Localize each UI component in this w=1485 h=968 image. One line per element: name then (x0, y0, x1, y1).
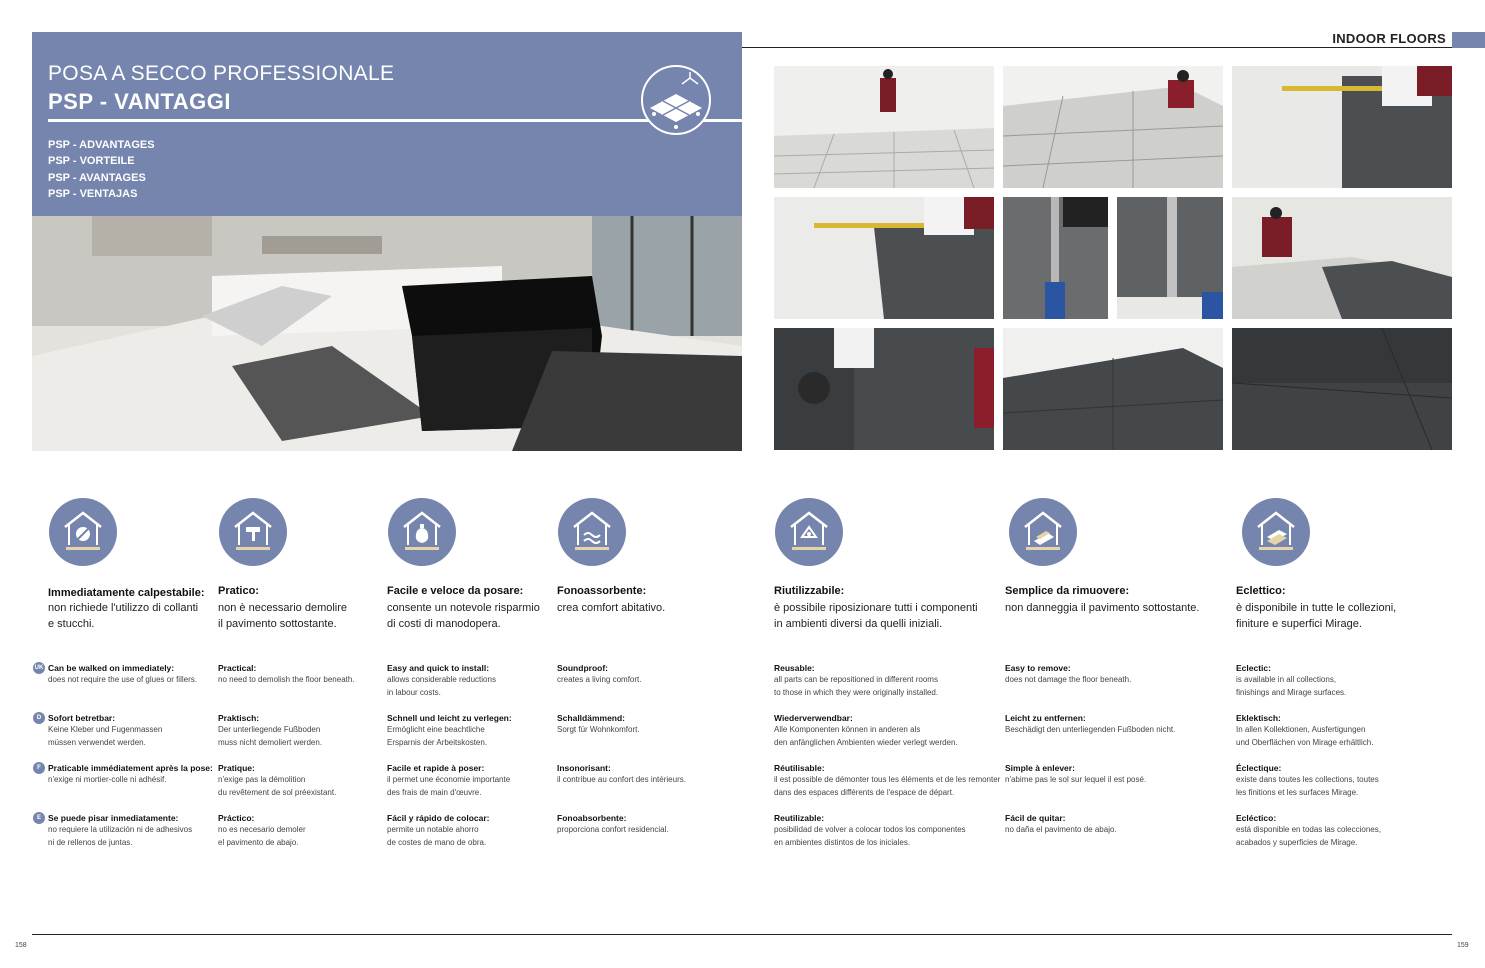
translation-title-e: Se puede pisar inmediatamente: (48, 813, 179, 823)
translation-title-e: Ecléctico: (1236, 813, 1277, 823)
footer-rule (32, 934, 1452, 935)
translation-title-e: Fonoabsorbente: (557, 813, 627, 823)
translation-desc-e: el pavimento de abajo. (218, 837, 299, 847)
feature-title: Riutilizzabile: (774, 585, 845, 597)
install-photo-4 (774, 197, 994, 319)
translation-desc-d: Ermöglicht eine beachtliche (387, 725, 485, 734)
translation-desc-e: de costes de mano de obra. (387, 837, 487, 847)
translation-desc-f: il permet une économie importante (387, 775, 511, 784)
title-banner (32, 32, 742, 216)
language-badge-f: F (33, 762, 45, 774)
page-title: POSA A SECCO PROFESSIONALE (48, 62, 395, 85)
showroom-photo (32, 216, 742, 451)
translation-desc-f: les finitions et les surfaces Mirage. (1236, 787, 1359, 797)
translation-title-e: Fácil y rápido de colocar: (387, 813, 490, 823)
soundproof-icon (557, 497, 627, 567)
translation-desc-e: en ambientes distintos de los iniciales. (774, 837, 911, 847)
install-photo-1 (774, 66, 994, 188)
translation-desc-f: des frais de main d'œuvre. (387, 787, 482, 797)
feature-desc-line: è disponibile in tutte le collezioni, (1236, 602, 1397, 614)
header-rule (742, 47, 1452, 48)
translation-desc-uk: creates a living comfort. (557, 675, 642, 684)
translation-title-d: Schalldämmend: (557, 713, 626, 723)
feature-title: Fonoassorbente: (557, 585, 647, 597)
feature-desc-line: e stucchi. (48, 618, 95, 630)
feature-title: Semplice da rimuovere: (1005, 585, 1130, 597)
translation-desc-d: muss nicht demoliert werden. (218, 737, 323, 747)
translation-desc-e: posibilidad de volver a colocar todos los componentes (774, 825, 966, 834)
subtitle-es: PSP - VENTAJAS (48, 188, 138, 200)
translation-desc-uk: is available in all collections, (1236, 675, 1337, 684)
subtitle-fr: PSP - AVANTAGES (48, 172, 146, 184)
subtitle-de: PSP - VORTEILE (48, 155, 135, 167)
translation-desc-uk: does not damage the floor beneath. (1005, 675, 1132, 684)
translation-title-f: Praticable immédiatement après la pose: (48, 763, 213, 773)
feature-desc-line: è possibile riposizionare tutti i componenti (774, 602, 978, 614)
install-photo-10 (1232, 328, 1452, 450)
translation-title-d: Wiederverwendbar: (774, 713, 853, 723)
feature-title: Pratico: (218, 585, 259, 597)
feature-desc-line: non richiede l'utilizzo di collanti (48, 602, 199, 614)
recycle-icon (774, 497, 844, 567)
translation-title-f: Facile et rapide à poser: (387, 763, 485, 773)
translation-desc-d: Sorgt für Wohnkomfort. (557, 725, 640, 734)
feature-title: Immediatamente calpestabile: (48, 587, 205, 599)
translation-desc-d: Alle Komponenten können in anderen als (774, 725, 921, 734)
translation-desc-uk: allows considerable reductions (387, 675, 496, 684)
header-accent-block (1452, 32, 1485, 48)
translation-title-uk: Soundproof: (557, 663, 608, 673)
feature-title: Eclettico: (1236, 585, 1286, 597)
translation-desc-e: proporciona confort residencial. (557, 825, 669, 834)
translation-title-f: Insonorisant: (557, 763, 611, 773)
translation-title-e: Fácil de quitar: (1005, 813, 1066, 823)
translation-desc-f: existe dans toutes les collections, toutes (1236, 775, 1379, 784)
translation-desc-e: no es necesario demoler (218, 825, 306, 834)
translation-title-uk: Reusable: (774, 663, 815, 673)
translation-desc-d: Keine Kleber und Fugenmassen (48, 725, 163, 734)
section-label: INDOOR FLOORS (1332, 31, 1446, 46)
language-badge-e: E (33, 812, 45, 824)
translation-desc-uk: does not require the use of glues or fillers. (48, 675, 197, 684)
title-rule (48, 119, 742, 122)
hammer-icon (218, 497, 288, 567)
translation-desc-uk: all parts can be repositioned in different rooms (774, 675, 938, 684)
translation-desc-e: está disponible en todas las colecciones, (1236, 825, 1381, 834)
translation-desc-d: und Oberflächen von Mirage erhältlich. (1236, 737, 1374, 747)
feature-desc-line: finiture e superfici Mirage. (1236, 618, 1362, 630)
feature-desc-line: il pavimento sottostante. (218, 618, 337, 630)
tile-remove-icon (1008, 497, 1078, 567)
install-photo-8 (774, 328, 994, 450)
feature-desc-line: in ambienti diversi da quelli iniziali. (774, 618, 943, 630)
translation-desc-uk: no need to demolish the floor beneath. (218, 675, 355, 684)
translation-desc-f: il contribue au confort des intérieurs. (557, 775, 686, 784)
translation-title-f: Réutilisable: (774, 763, 825, 773)
subtitle-en: PSP - ADVANTAGES (48, 139, 155, 151)
translation-desc-e: no daña el pavimento de abajo. (1005, 825, 1117, 834)
walk-floor-icon (48, 497, 118, 567)
feature-desc-line: crea comfort abitativo. (557, 602, 666, 614)
install-photo-5 (1003, 197, 1108, 319)
translation-desc-d: den anfänglichen Ambienten wieder verlegt werden. (774, 737, 958, 747)
tile-stack-icon (1241, 497, 1311, 567)
language-badge-uk: UK (33, 662, 45, 674)
raised-floor-icon (640, 64, 712, 136)
translation-desc-d: In allen Kollektionen, Ausfertigungen (1236, 725, 1366, 734)
translation-title-d: Leicht zu entfernen: (1005, 713, 1086, 723)
translation-desc-e: no requiere la utilización ni de adhesivos (48, 825, 193, 834)
feature-title: Facile e veloce da posare: (387, 585, 524, 597)
translation-desc-d: Der unterliegende Fußboden (218, 725, 321, 734)
translation-desc-f: il est possible de démonter tous les éléments et de les remonter (774, 775, 1001, 784)
page-number-left: 158 (15, 942, 27, 949)
install-photo-9 (1003, 328, 1223, 450)
translation-desc-f: n'abime pas le sol sur lequel il est posé. (1005, 775, 1147, 784)
page-subtitle: PSP - VANTAGGI (48, 89, 232, 114)
translation-desc-d: Ersparnis der Arbeitskosten. (387, 737, 488, 747)
translation-desc-uk: to those in which they were originally installed. (774, 687, 939, 697)
translation-desc-uk: in labour costs. (387, 687, 441, 697)
translation-title-d: Schnell und leicht zu verlegen: (387, 713, 512, 723)
translation-title-f: Éclectique: (1236, 763, 1282, 773)
translation-title-d: Eklektisch: (1236, 713, 1281, 723)
feature-desc-line: consente un notevole risparmio (387, 602, 540, 614)
translation-title-uk: Can be walked on immediately: (48, 663, 175, 673)
translation-desc-f: dans des espaces différents de l'espace de départ. (774, 787, 955, 797)
translation-title-d: Praktisch: (218, 713, 260, 723)
translation-desc-d: Beschädigt den unterliegenden Fußboden nicht. (1005, 725, 1176, 734)
translation-title-uk: Practical: (218, 663, 257, 673)
translation-desc-uk: finishings and Mirage surfaces. (1236, 687, 1347, 697)
install-photo-2 (1003, 66, 1223, 188)
translation-title-d: Sofort betretbar: (48, 713, 116, 723)
money-bag-icon (387, 497, 457, 567)
translation-title-uk: Eclectic: (1236, 663, 1271, 673)
translation-desc-e: acabados y superficies de Mirage. (1236, 837, 1358, 847)
install-photo-7 (1232, 197, 1452, 319)
translation-title-e: Práctico: (218, 813, 255, 823)
feature-desc-line: di costi di manodopera. (387, 618, 501, 630)
translation-title-e: Reutilizable: (774, 813, 825, 823)
translation-desc-f: du revêtement de sol préexistant. (218, 787, 337, 797)
translation-title-f: Pratique: (218, 763, 255, 773)
page-number-right: 159 (1457, 942, 1469, 949)
install-photo-6 (1117, 197, 1223, 319)
translation-desc-e: ni de rellenos de juntas. (48, 837, 133, 847)
translation-title-uk: Easy and quick to install: (387, 663, 490, 673)
language-badge-d: D (33, 712, 45, 724)
translation-desc-f: n'exige pas la démolition (218, 775, 306, 784)
translation-desc-d: müssen verwendet werden. (48, 737, 146, 747)
translation-desc-e: permite un notable ahorro (387, 825, 479, 834)
install-photo-3 (1232, 66, 1452, 188)
feature-desc-line: non danneggia il pavimento sottostante. (1005, 602, 1200, 614)
feature-desc-line: non è necessario demolire (218, 602, 348, 614)
translation-title-f: Simple à enlever: (1005, 763, 1075, 773)
translation-desc-f: n'exige ni mortier-colle ni adhésif. (48, 775, 167, 784)
translation-title-uk: Easy to remove: (1005, 663, 1071, 673)
